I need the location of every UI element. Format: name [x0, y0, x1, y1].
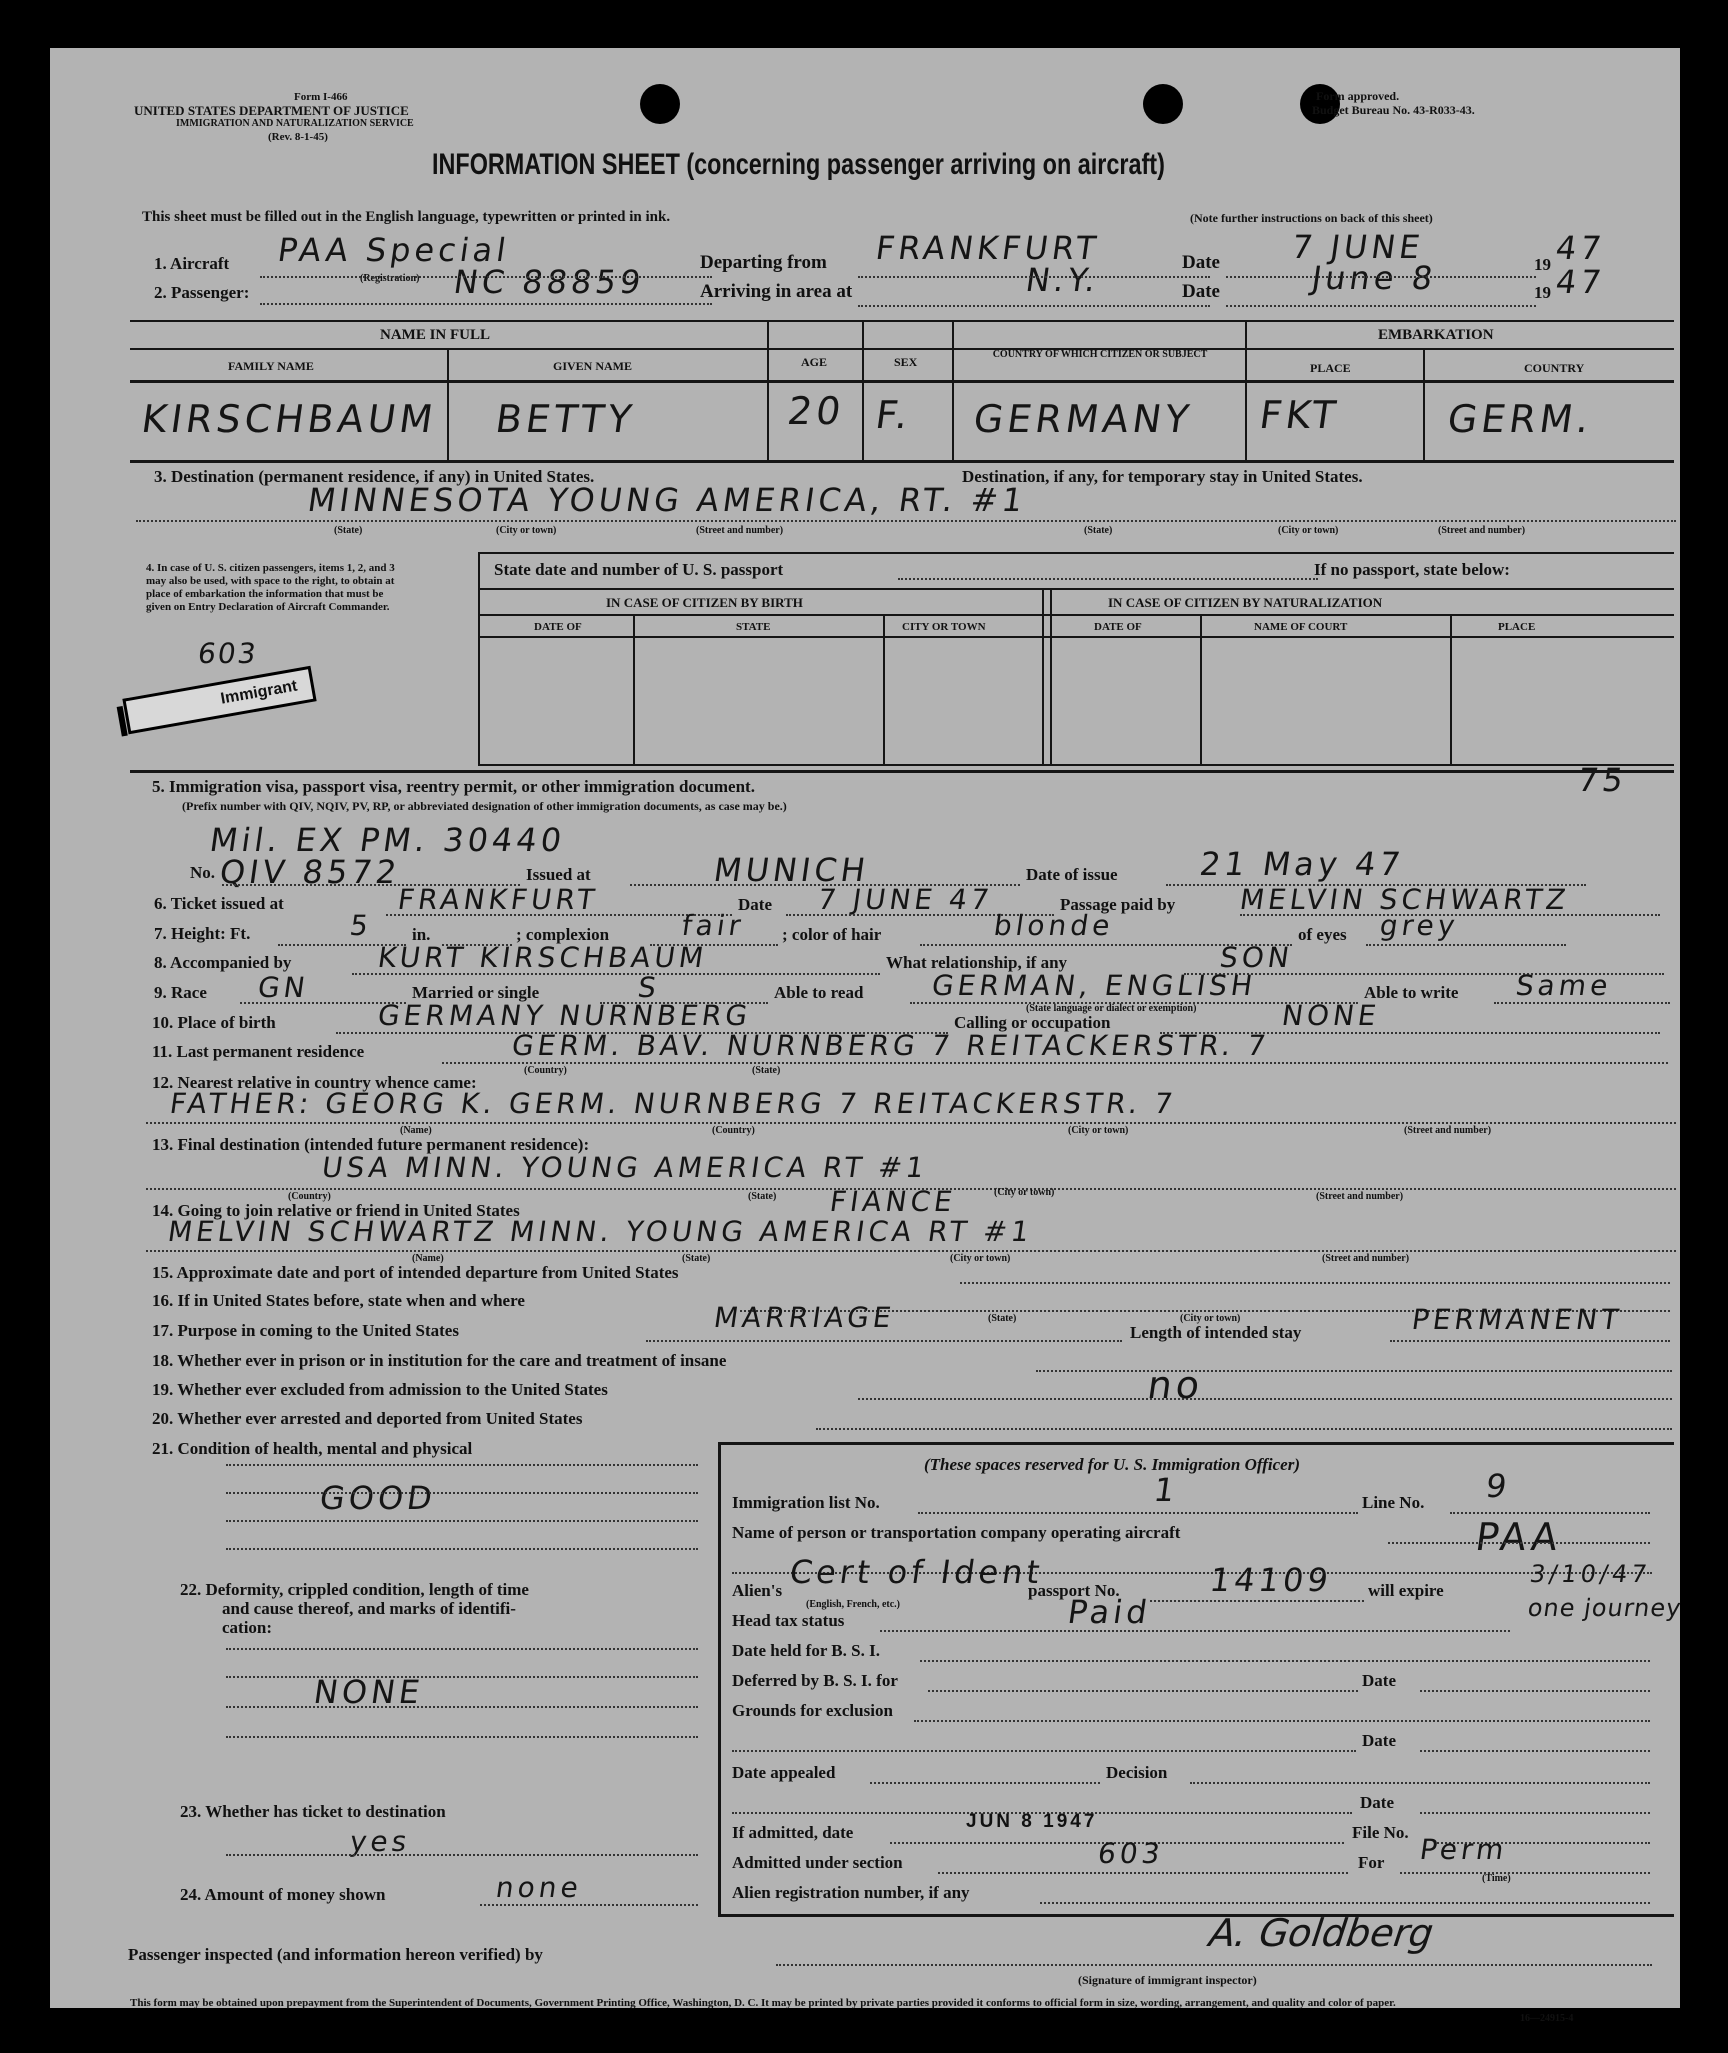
label-appealed: Date appealed: [732, 1763, 836, 1782]
caption-city-4: (City or town): [994, 1187, 1055, 1198]
immigrant-stamp: [122, 666, 317, 735]
country-citizen-header: COUNTRY OF WHICH CITIZEN OR SUBJECT: [992, 349, 1208, 360]
issue-date-value: 21 May 47: [1197, 845, 1407, 883]
caption-city-6: (City or town): [1180, 1313, 1241, 1324]
given-name-value: BETTY: [492, 397, 639, 441]
arrival-year: 47: [1553, 263, 1608, 301]
label-operator: Name of person or transportation company operating aircraft: [732, 1523, 1181, 1542]
label-passenger: 2. Passenger:: [154, 283, 250, 302]
label-q7: 7. Height: Ft.: [154, 924, 251, 943]
inspector-signature: A. Goldberg: [1202, 1911, 1441, 1955]
label-departing: Departing from: [700, 252, 827, 273]
label-alien-reg: Alien registration number, if any: [732, 1883, 970, 1902]
caption-state: (State): [334, 525, 363, 536]
label-q20: 20. Whether ever arrested and deported from United States: [152, 1409, 583, 1428]
embark-country-value: GERM.: [1444, 397, 1596, 441]
label-for: For: [1358, 1853, 1385, 1872]
age-value: 20: [784, 389, 848, 433]
label-q23: 23. Whether has ticket to destination: [180, 1802, 446, 1821]
alien-doc-value: Cert of Ident: [787, 1553, 1046, 1591]
label-q22b: and cause thereof, and marks of identifi-: [222, 1599, 516, 1618]
given-name-header: GIVEN NAME: [553, 359, 633, 373]
label-q10: 10. Place of birth: [152, 1013, 276, 1032]
label-issued-at: Issued at: [526, 865, 591, 884]
label-date-r1: Date: [1362, 1671, 1396, 1690]
name-in-full-header: NAME IN FULL: [380, 327, 491, 343]
country-header: COUNTRY: [1524, 361, 1585, 375]
race-value: GN: [255, 971, 312, 1004]
form-title: INFORMATION SHEET (concerning passenger arriving on aircraft): [432, 148, 1165, 181]
time-caption: (Time): [1482, 1873, 1511, 1884]
last-residence-value: GERM. BAV. NURNBERG 7 REITACKERSTR. 7: [509, 1029, 1272, 1062]
budget-bureau: Budget Bureau No. 43-R033-43.: [1312, 103, 1475, 117]
arriving-value: N.Y.: [1023, 261, 1103, 299]
ticket-at-value: FRANKFURT: [395, 883, 601, 916]
sex-header: SEX: [894, 355, 918, 369]
join-relation-value: FIANCE: [827, 1185, 959, 1218]
issued-at-value: MUNICH: [711, 851, 872, 889]
label-q11: 11. Last permanent residence: [152, 1042, 365, 1061]
section-value: 603: [1095, 1837, 1166, 1870]
punch-hole: [1143, 84, 1183, 124]
label-q19: 19. Whether ever excluded from admission to the United States: [152, 1380, 608, 1399]
imm-list-value: 1: [1151, 1471, 1182, 1509]
label-q16: 16. If in United States before, state when and where: [152, 1291, 525, 1310]
label-date-2: Date: [1182, 281, 1220, 302]
place-header: PLACE: [1310, 361, 1351, 375]
caption-state-5: (State): [682, 1253, 711, 1264]
caption-country: (Country): [524, 1065, 567, 1076]
label-grounds: Grounds for exclusion: [732, 1701, 893, 1720]
departure-date: 7 JUNE: [1289, 228, 1427, 266]
expire-note: one journey: [1526, 1594, 1684, 1622]
label-no: No.: [190, 863, 216, 882]
ticket-value: yes: [347, 1825, 413, 1858]
label-q24: 24. Amount of money shown: [180, 1885, 386, 1904]
caption-state-3: (State): [752, 1065, 781, 1076]
label-q22c: cation:: [222, 1618, 273, 1637]
q5-number: 75: [1575, 761, 1630, 799]
destination-value: MINNESOTA YOUNG AMERICA, RT. #1: [305, 481, 1029, 519]
military-permit: Mil. EX PM. 30440: [207, 821, 568, 859]
registration-value: NC 88859: [451, 263, 647, 301]
punch-hole: [640, 84, 680, 124]
departing-value: FRANKFURT: [873, 229, 1103, 267]
married-value: S: [635, 971, 663, 1004]
lang-small-caption: (English, French, etc.): [806, 1599, 900, 1610]
caption-street-2: (Street and number): [1438, 525, 1526, 536]
department-name: UNITED STATES DEPARTMENT OF JUSTICE: [134, 103, 409, 118]
footer-text: This form may be obtained upon prepayment from the Superintendent of Documents, Government Printing Office, Washington, D. C. It may be printed by private parties provided it conforms to official form in size, wording, arrangement, and quality and color of paper.: [130, 1997, 1396, 2009]
stamp-code: 603: [195, 637, 260, 670]
embark-place-value: FKT: [1256, 393, 1343, 437]
label-q17: 17. Purpose in coming to the United States: [152, 1321, 459, 1340]
label-date-r3: Date: [1360, 1793, 1394, 1812]
immigrant-stamp-text: Immigrant: [219, 677, 299, 708]
label-length-stay: Length of intended stay: [1130, 1323, 1302, 1342]
label-alien: Alien's: [732, 1581, 783, 1600]
age-header: AGE: [801, 355, 828, 369]
label-destination-perm: 3. Destination (permanent residence, if any) in United States.: [154, 467, 595, 486]
court-col: NAME OF COURT: [1254, 621, 1348, 633]
length-value: PERMANENT: [1409, 1303, 1625, 1336]
answers-18-20: no: [1144, 1363, 1207, 1407]
label-complexion: ; complexion: [516, 925, 610, 944]
label-q8: 8. Accompanied by: [154, 953, 292, 972]
relationship-value: SON: [1217, 941, 1296, 974]
q5-note: (Prefix number with QIV, NQIV, PV, RP, or abbreviated designation of other immigration documents, as case may be.): [182, 799, 787, 813]
health-value: GOOD: [317, 1479, 439, 1517]
caption-street-5: (Street and number): [1322, 1253, 1410, 1264]
citizen-country-value: GERMANY: [970, 397, 1196, 441]
city-col: CITY OR TOWN: [902, 621, 986, 633]
label-date-1: Date: [1182, 252, 1220, 273]
label-passage-paid: Passage paid by: [1060, 895, 1176, 914]
purpose-value: MARRIAGE: [711, 1301, 897, 1334]
state-col: STATE: [736, 621, 771, 633]
birth-value: GERMANY NURNBERG: [375, 999, 754, 1032]
money-value: none: [493, 1871, 585, 1904]
hair-value: blonde: [991, 909, 1116, 942]
label-held-bsi: Date held for B. S. I.: [732, 1641, 880, 1660]
write-value: Same: [1513, 969, 1614, 1002]
final-dest-value: USA MINN. YOUNG AMERICA RT #1: [319, 1151, 931, 1184]
caption-street: (Street and number): [696, 525, 784, 536]
citizen-note: 4. In case of U. S. citizen passengers, items 1, 2, and 3 may also be used, with space to the right, to obtain at place of embarkation the information that must be given on Entry Declaration of Aircraft Commander.: [146, 562, 395, 613]
label-q15: 15. Approximate date and port of intended departure from United States: [152, 1263, 679, 1282]
caption-state-4: (State): [748, 1191, 777, 1202]
read-value: GERMAN, ENGLISH: [929, 969, 1259, 1002]
label-q13: 13. Final destination (intended future permanent residence):: [152, 1135, 590, 1154]
label-q5: 5. Immigration visa, passport visa, reentry permit, or other immigration document.: [152, 777, 755, 796]
label-file-no: File No.: [1352, 1823, 1409, 1842]
date-of-col-2: DATE OF: [1094, 621, 1142, 633]
label-q6: 6. Ticket issued at: [154, 894, 284, 913]
departure-year: 47: [1553, 229, 1608, 267]
label-admitted-if: If admitted, date: [732, 1823, 854, 1842]
caption-city: (City or town): [496, 525, 557, 536]
accompanied-value: KURT KIRSCHBAUM: [375, 941, 710, 974]
label-imm-list: Immigration list No.: [732, 1493, 880, 1512]
label-q14: 14. Going to join relative or friend in United States: [152, 1201, 520, 1220]
label-eyes: of eyes: [1298, 925, 1347, 944]
caption-state-6: (State): [988, 1313, 1017, 1324]
print-code: 16—24915-4: [1520, 2013, 1574, 2024]
caption-city-3: (City or town): [1068, 1125, 1129, 1136]
service-name: IMMIGRATION AND NATURALIZATION SERVICE: [176, 118, 414, 129]
ticket-date-value: 7 JUNE 47: [815, 883, 996, 916]
label-relationship: What relationship, if any: [886, 953, 1068, 972]
complexion-value: fair: [679, 909, 747, 942]
instruction-text: This sheet must be filled out in the English language, typewritten or printed in ink.: [142, 209, 671, 225]
label-passport-no: passport No.: [1028, 1581, 1120, 1600]
operator-value: PAA: [1472, 1515, 1565, 1559]
label-inspected: Passenger inspected (and information hereon verified) by: [128, 1945, 543, 1964]
caption-name: (Name): [400, 1125, 432, 1136]
caption-street-3: (Street and number): [1404, 1125, 1492, 1136]
height-ft-value: 5: [347, 909, 375, 942]
label-will-expire: will expire: [1368, 1581, 1444, 1600]
line-no-value: 9: [1483, 1467, 1514, 1505]
year-prefix-1: 19: [1534, 255, 1551, 274]
back-note: (Note further instructions on back of this sheet): [1190, 211, 1433, 225]
revision-date: (Rev. 8-1-45): [268, 131, 328, 143]
label-line-no: Line No.: [1362, 1493, 1425, 1512]
relative-value: FATHER: GEORG K. GERM. NURNBERG 7 REITACKERSTR. 7: [167, 1087, 1179, 1120]
visa-number: QIV 8572: [217, 853, 403, 891]
label-ticket-date: Date: [738, 895, 772, 914]
label-q12: 12. Nearest relative in country whence came:: [152, 1073, 477, 1092]
citizen-nat-header: IN CASE OF CITIZEN BY NATURALIZATION: [1108, 595, 1383, 610]
caption-city-2: (City or town): [1278, 525, 1339, 536]
paid-by-value: MELVIN SCHWARTZ: [1237, 883, 1572, 916]
label-q21: 21. Condition of health, mental and physical: [152, 1439, 473, 1458]
label-passport-line: State date and number of U. S. passport: [494, 560, 784, 579]
family-name-header: FAMILY NAME: [228, 359, 314, 373]
label-hair: ; color of hair: [782, 925, 882, 944]
label-date-r2: Date: [1362, 1731, 1396, 1750]
passport-no-value: 14109: [1207, 1561, 1335, 1599]
occupation-value: NONE: [1279, 999, 1383, 1032]
year-prefix-2: 19: [1534, 283, 1551, 302]
eyes-value: grey: [1377, 909, 1461, 942]
label-admitted-under: Admitted under section: [732, 1853, 903, 1872]
label-aircraft: 1. Aircraft: [154, 254, 230, 273]
caption-city-5: (City or town): [950, 1253, 1011, 1264]
citizen-birth-header: IN CASE OF CITIZEN BY BIRTH: [606, 595, 803, 610]
sex-value: F.: [872, 393, 915, 437]
arrival-date: June 8: [1309, 259, 1439, 297]
caption-country-3: (Country): [288, 1191, 331, 1202]
join-value: MELVIN SCHWARTZ MINN. YOUNG AMERICA RT #1: [165, 1215, 1036, 1248]
label-decision: Decision: [1106, 1763, 1168, 1782]
label-calling: Calling or occupation: [954, 1013, 1111, 1032]
for-value: Perm: [1417, 1833, 1510, 1866]
family-name-value: KIRSCHBAUM: [138, 397, 440, 441]
label-in: in.: [412, 925, 431, 944]
language-caption: (State language or dialect or exemption): [1026, 1003, 1197, 1014]
caption-name-2: (Name): [412, 1253, 444, 1264]
label-head-tax: Head tax status: [732, 1611, 845, 1630]
label-no-passport: If no passport, state below:: [1314, 560, 1510, 579]
caption-country-2: (Country): [712, 1125, 755, 1136]
label-write: Able to write: [1364, 983, 1459, 1002]
admitted-date-stamp: JUN 8 1947: [966, 1811, 1098, 1832]
expire-value: 3/10/47: [1528, 1560, 1653, 1588]
label-deferred: Deferred by B. S. I. for: [732, 1671, 898, 1690]
label-date-of-issue: Date of issue: [1026, 865, 1118, 884]
officer-reserved: (These spaces reserved for U. S. Immigration Officer): [924, 1455, 1301, 1474]
caption-state-2: (State): [1084, 525, 1113, 536]
form-number: Form I-466: [294, 91, 348, 103]
label-q18: 18. Whether ever in prison or in institution for the care and treatment of insane: [152, 1351, 727, 1370]
caption-street-4: (Street and number): [1316, 1191, 1404, 1202]
head-tax-value: Paid: [1065, 1593, 1154, 1631]
label-read: Able to read: [774, 983, 864, 1002]
information-sheet-form: [50, 48, 1684, 2024]
label-q9: 9. Race: [154, 983, 207, 1002]
form-approved: Form approved.: [1316, 89, 1400, 103]
aircraft-value: PAA Special: [275, 231, 513, 269]
label-married: Married or single: [412, 983, 540, 1002]
date-of-col: DATE OF: [534, 621, 582, 633]
label-arriving: Arriving in area at: [700, 281, 853, 302]
place-col: PLACE: [1498, 621, 1536, 633]
label-q22a: 22. Deformity, crippled condition, length of time: [180, 1580, 529, 1599]
registration-caption: (Registration): [360, 273, 420, 284]
label-destination-temp: Destination, if any, for temporary stay in United States.: [962, 467, 1363, 486]
embarkation-header: EMBARKATION: [1378, 327, 1494, 343]
signature-caption: (Signature of immigrant inspector): [1078, 1973, 1257, 1987]
deformity-value: NONE: [311, 1673, 426, 1711]
